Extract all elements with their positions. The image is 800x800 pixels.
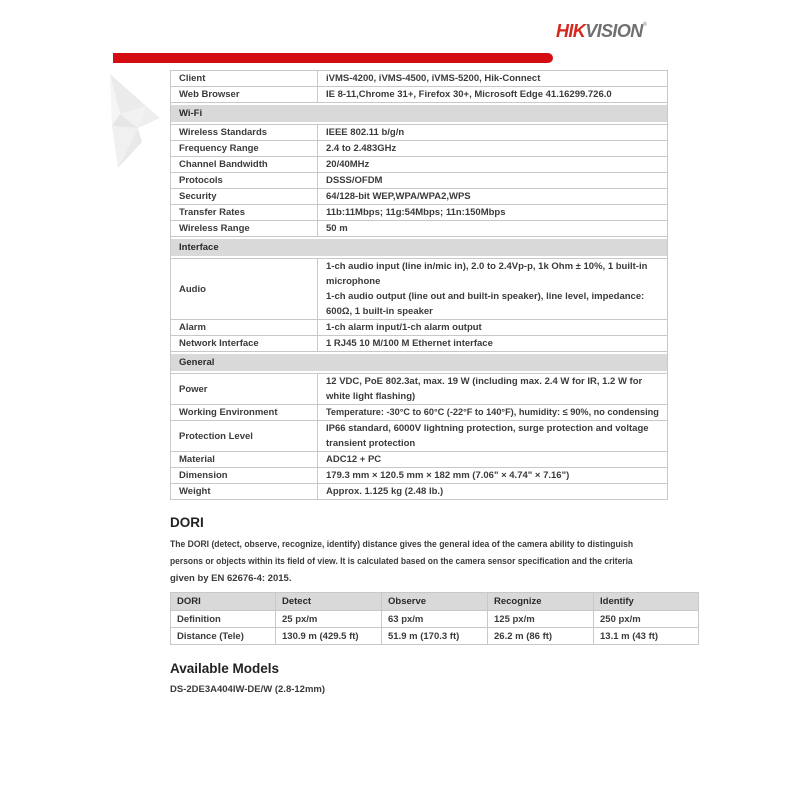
spec-label-cell: Audio	[171, 259, 318, 320]
spec-row	[171, 405, 668, 421]
spec-value-cell	[318, 336, 668, 352]
spec-value-line: IP66 standard, 6000V lightning protection, surge protection and voltage transient protection	[326, 423, 649, 449]
dori-data-cell	[382, 628, 488, 645]
dori-table	[170, 592, 699, 645]
spec-section-row	[171, 103, 668, 125]
spec-value-line: 64/128-bit WEP,WPA/WPA2,WPS	[326, 191, 471, 202]
spec-value-cell	[318, 87, 668, 103]
dori-description-line: The DORI (detect, observe, recognize, identify) distance gives the general idea of the camera ability to distinguish	[170, 539, 634, 550]
dori-cell-text: 51.9 m (170.3 ft)	[388, 630, 460, 642]
available-models-heading: Available Models	[170, 661, 280, 676]
spec-section-row	[171, 352, 668, 374]
spec-value-cell	[318, 173, 668, 189]
spec-value-cell	[318, 157, 668, 173]
dori-cell-text: Distance (Tele)	[177, 630, 244, 642]
dori-cell-text: 13.1 m (43 ft)	[600, 630, 659, 642]
spec-label-cell: Wireless Range	[171, 221, 318, 237]
spec-value-line: Approx. 1.125 kg (2.48 lb.)	[326, 486, 444, 497]
dori-data-cell	[171, 628, 276, 645]
spec-row	[171, 141, 668, 157]
specification-table	[170, 70, 668, 500]
spec-row	[171, 189, 668, 205]
spec-section-label: Interface	[171, 239, 667, 256]
spec-value-line: IEEE 802.11 b/g/n	[326, 127, 405, 138]
spec-value-cell	[318, 452, 668, 468]
dori-cell-text: 125 px/m	[494, 613, 535, 625]
dori-data-cell	[594, 628, 699, 645]
dori-header-cell: DORI	[171, 593, 276, 611]
spec-value-line: 11b:11Mbps; 11g:54Mbps; 11n:150Mbps	[326, 207, 506, 218]
spec-label-cell: Working Environment	[171, 405, 318, 421]
spec-value-cell	[318, 205, 668, 221]
dori-description-line: given by EN 62676-4: 2015.	[170, 573, 292, 584]
spec-value-cell	[318, 421, 668, 452]
dori-data-cell	[171, 611, 276, 628]
spec-value-cell	[318, 259, 668, 320]
spec-value-cell	[318, 405, 668, 421]
dori-table-body	[171, 593, 699, 645]
spec-section-row	[171, 237, 668, 259]
spec-row	[171, 484, 668, 500]
spec-value-line: DSSS/OFDM	[326, 175, 383, 186]
spec-value-line: 179.3 mm × 120.5 mm × 182 mm (7.06" × 4.74" × 7.16")	[326, 470, 570, 481]
spec-label-cell: Protection Level	[171, 421, 318, 452]
dori-description-line: persons or objects within its field of view. It is calculated based on the camera sensor specification and the criteria	[170, 556, 633, 567]
model-name: DS-2DE3A404IW-DE/W (2.8-12mm)	[170, 684, 326, 695]
spec-label-cell: Web Browser	[171, 87, 318, 103]
spec-row	[171, 452, 668, 468]
dori-data-cell	[382, 611, 488, 628]
spec-row	[171, 87, 668, 103]
spec-row	[171, 157, 668, 173]
spec-label-cell: Frequency Range	[171, 141, 318, 157]
spec-section-cell	[171, 237, 668, 259]
spec-label-cell: Power	[171, 374, 318, 405]
logo-text-hik: HIK	[556, 21, 586, 41]
dori-cell-text: Definition	[177, 613, 221, 625]
hikvision-watermark-graphic	[108, 70, 166, 170]
dori-cell-text: 250 px/m	[600, 613, 641, 625]
spec-value-line: 1-ch audio input (line in/mic in), 2.0 to 2.4Vp-p, 1k Ohm ± 10%, 1 built-in microphone	[326, 261, 648, 287]
spec-row	[171, 71, 668, 87]
spec-section-cell	[171, 352, 668, 374]
spec-value-cell	[318, 125, 668, 141]
spec-value-cell	[318, 320, 668, 336]
spec-value-line: Temperature: -30°C to 60°C (-22°F to 140°F), humidity: ≤ 90%, no condensing	[326, 407, 659, 418]
dori-data-cell	[488, 611, 594, 628]
spec-row	[171, 221, 668, 237]
dori-heading: DORI	[170, 515, 204, 530]
spec-row	[171, 374, 668, 405]
spec-label-cell: Weight	[171, 484, 318, 500]
spec-row	[171, 421, 668, 452]
spec-section-label: Wi-Fi	[171, 105, 667, 122]
spec-value-cell	[318, 484, 668, 500]
spec-value-cell	[318, 221, 668, 237]
dori-header-cell: Recognize	[488, 593, 594, 611]
spec-label-cell: Network Interface	[171, 336, 318, 352]
spec-row	[171, 173, 668, 189]
spec-section-label: General	[171, 354, 667, 371]
dori-data-row	[171, 611, 699, 628]
spec-label-cell: Channel Bandwidth	[171, 157, 318, 173]
dori-cell-text: 25 px/m	[282, 613, 318, 625]
spec-row	[171, 205, 668, 221]
spec-value-line: 50 m	[326, 223, 348, 234]
spec-value-line: 12 VDC, PoE 802.3at, max. 19 W (including max. 2.4 W for IR, 1.2 W for white light flashing)	[326, 376, 643, 402]
spec-value-line: iVMS-4200, iVMS-4500, iVMS-5200, Hik-Connect	[326, 73, 541, 84]
dori-data-cell	[276, 611, 382, 628]
spec-label-cell: Client	[171, 71, 318, 87]
spec-value-cell	[318, 468, 668, 484]
spec-label-cell: Material	[171, 452, 318, 468]
specification-table-body	[171, 71, 668, 500]
dori-header-cell: Detect	[276, 593, 382, 611]
spec-value-line: 1-ch audio output (line out and built-in speaker), line level, impedance: 600Ω, 1 built-in speaker	[326, 291, 645, 317]
dori-header-cell: Identify	[594, 593, 699, 611]
dori-description	[170, 536, 633, 587]
logo-text-vision: VISION	[585, 21, 643, 41]
spec-label-cell: Alarm	[171, 320, 318, 336]
spec-value-cell	[318, 141, 668, 157]
spec-value-line: 1 RJ45 10 M/100 M Ethernet interface	[326, 338, 493, 349]
dori-header-cell: Observe	[382, 593, 488, 611]
dori-header-row	[171, 593, 699, 611]
spec-label-cell: Transfer Rates	[171, 205, 318, 221]
dori-data-cell	[488, 628, 594, 645]
spec-value-cell	[318, 71, 668, 87]
hikvision-logo	[556, 21, 646, 42]
spec-label-cell: Security	[171, 189, 318, 205]
dori-data-cell	[594, 611, 699, 628]
spec-row	[171, 336, 668, 352]
dori-cell-text: 130.9 m (429.5 ft)	[282, 630, 359, 642]
spec-row	[171, 468, 668, 484]
spec-row	[171, 259, 668, 320]
spec-value-line: 20/40MHz	[326, 159, 370, 170]
registered-trademark-icon: ®	[642, 22, 647, 28]
spec-label-cell: Wireless Standards	[171, 125, 318, 141]
spec-value-line: ADC12 + PC	[326, 454, 382, 465]
dori-cell-text: 26.2 m (86 ft)	[494, 630, 553, 642]
spec-value-line: IE 8-11,Chrome 31+, Firefox 30+, Microsoft Edge 41.16299.726.0	[326, 89, 612, 100]
spec-value-cell	[318, 189, 668, 205]
spec-label-cell: Protocols	[171, 173, 318, 189]
spec-section-cell	[171, 103, 668, 125]
spec-row	[171, 320, 668, 336]
spec-value-line: 2.4 to 2.483GHz	[326, 143, 397, 154]
dori-cell-text: 63 px/m	[388, 613, 424, 625]
spec-label-cell: Dimension	[171, 468, 318, 484]
spec-row	[171, 125, 668, 141]
spec-value-cell	[318, 374, 668, 405]
spec-value-line: 1-ch alarm input/1-ch alarm output	[326, 322, 482, 333]
dori-data-cell	[276, 628, 382, 645]
dori-data-row	[171, 628, 699, 645]
red-accent-bar	[113, 53, 553, 63]
available-models-list	[170, 684, 633, 695]
content-column	[170, 70, 659, 695]
